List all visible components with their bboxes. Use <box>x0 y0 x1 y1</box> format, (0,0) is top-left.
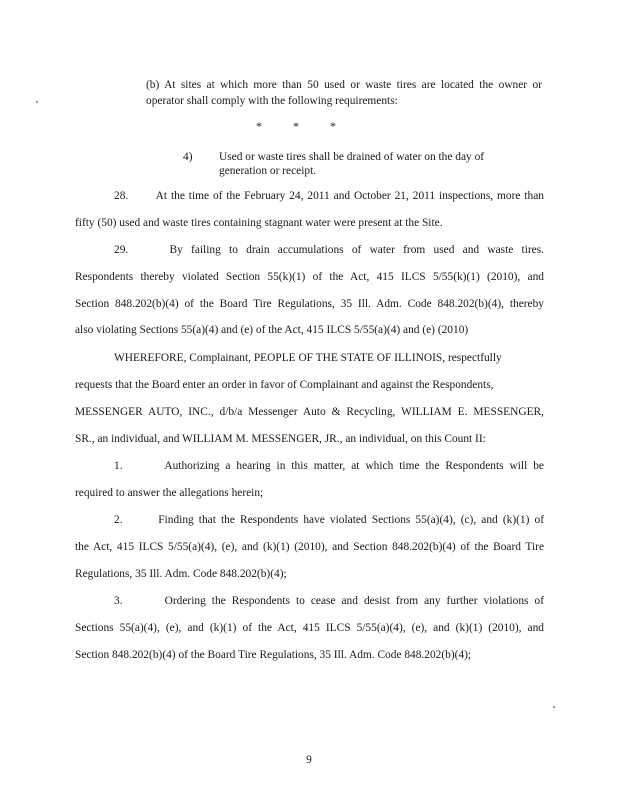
subsection-b-line-2: operator shall comply with the following requirements: <box>146 95 398 107</box>
star: * <box>293 119 299 133</box>
relief-2-line-2: the Act, 415 ILCS 5/55(a)(4), (e), and (k)(1) (2010), and Section 848.202(b)(4) of the Board Tire <box>75 541 544 553</box>
wherefore-line-4: SR., an individual, and WILLIAM M. MESSENGER, JR., an individual, on this Count II: <box>75 433 486 445</box>
para-29-line-1: 29. By failing to drain accumulations of water from used and waste tires. <box>114 244 544 256</box>
para-29-line-4: also violating Sections 55(a)(4) and (e) of the Act, 415 ILCS 5/55(a)(4) and (e) (2010) <box>75 324 469 336</box>
relief-3-line-1: 3. Ordering the Respondents to cease and desist from any further violations of <box>114 595 544 607</box>
item-4-line-2: generation or receipt. <box>219 165 317 177</box>
star: * <box>256 119 262 133</box>
wherefore-line-1: WHEREFORE, Complainant, PEOPLE OF THE STATE OF ILLINOIS, respectfully <box>114 352 502 364</box>
subsection-b-line-1: (b) At sites at which more than 50 used or waste tires are located the owner or <box>146 79 542 91</box>
relief-1-line-1: 1. Authorizing a hearing in this matter, at which time the Respondents will be <box>114 460 544 472</box>
star: * <box>330 119 336 133</box>
para-29-line-2: Respondents thereby violated Section 55(k)(1) of the Act, 415 ILCS 5/55(k)(1) (2010), and <box>75 271 544 283</box>
scan-speck <box>36 101 38 103</box>
item-4-line-1: Used or waste tires shall be drained of water on the day of <box>219 151 485 163</box>
wherefore-line-3: MESSENGER AUTO, INC., d/b/a Messenger Auto & Recycling, WILLIAM E. MESSENGER, <box>75 406 544 418</box>
item-4-number: 4) <box>183 151 193 163</box>
para-28-line-2: fifty (50) used and waste tires containing stagnant water were present at the Site. <box>75 217 443 229</box>
page-number: 9 <box>306 754 312 766</box>
para-29-line-3: Section 848.202(b)(4) of the Board Tire Regulations, 35 Ill. Adm. Code 848.202(b)(4), thereby <box>75 298 544 310</box>
relief-3-line-2: Sections 55(a)(4), (e), and (k)(1) of the Act, 415 ILCS 5/55(a)(4), (e), and (k)(1) (2010), and <box>75 622 544 634</box>
relief-2-line-1: 2. Finding that the Respondents have violated Sections 55(a)(4), (c), and (k)(1) of <box>114 514 544 526</box>
scan-speck <box>553 706 555 708</box>
relief-2-line-3: Regulations, 35 Ill. Adm. Code 848.202(b)(4); <box>75 568 287 580</box>
wherefore-line-2: requests that the Board enter an order in favor of Complainant and against the Respondents, <box>75 379 494 391</box>
relief-3-line-3: Section 848.202(b)(4) of the Board Tire Regulations, 35 Ill. Adm. Code 848.202(b)(4); <box>75 649 472 661</box>
para-28-line-1: 28. At the time of the February 24, 2011 and October 21, 2011 inspections, more than <box>114 190 544 202</box>
relief-1-line-2: required to answer the allegations herein; <box>75 487 264 499</box>
